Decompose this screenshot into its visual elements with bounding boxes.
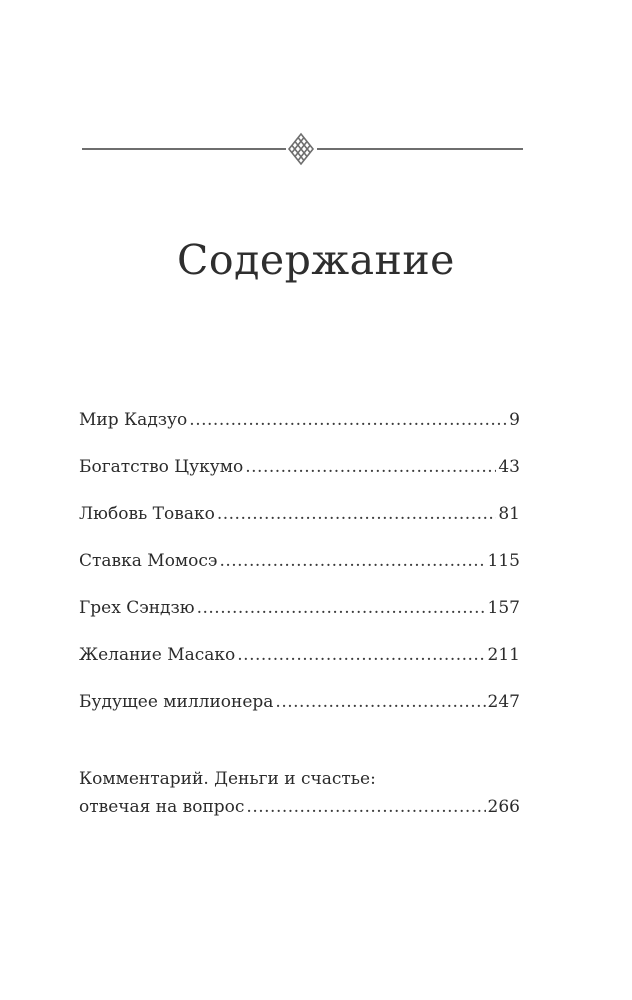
endless-knot-icon [287, 132, 315, 166]
toc-entry-page: 9 [509, 410, 520, 430]
toc-entry-title: Богатство Цукумо [79, 457, 244, 477]
ornament-rule-left [82, 148, 286, 150]
toc-entry-page: 43 [498, 457, 520, 477]
toc-entry-title: Ставка Момосэ [79, 551, 218, 571]
ornament-rule-right [317, 148, 523, 150]
toc-entry-page: 115 [487, 551, 520, 571]
toc-entry-commentary[interactable] [79, 794, 520, 820]
toc-entry[interactable] [79, 454, 520, 480]
toc-entry[interactable] [79, 689, 520, 715]
toc-leader-dots [237, 642, 485, 668]
toc-entry-title: Грех Сэндзю [79, 598, 195, 618]
toc-leader-dots [197, 595, 486, 621]
toc-entry-title: отвечая на вопрос [79, 797, 245, 817]
toc-entry-title: Желание Масако [79, 645, 236, 665]
toc-leader-dots [246, 794, 485, 820]
toc-entry-page: 211 [487, 645, 520, 665]
header-ornament [80, 131, 525, 167]
toc-entry[interactable] [79, 642, 520, 668]
toc-entry-page: 266 [487, 797, 520, 817]
toc-leader-dots [189, 407, 507, 433]
page-title: Содержание [177, 236, 455, 284]
toc-leader-dots [245, 454, 496, 480]
toc-entry[interactable] [79, 548, 520, 574]
toc-entry[interactable] [79, 595, 520, 621]
toc-entry-page: 247 [487, 692, 520, 712]
toc-entry[interactable] [79, 501, 520, 527]
toc-entry-title: Будущее миллионера [79, 692, 274, 712]
toc-leader-dots [219, 548, 485, 574]
toc-entry-title: Мир Кадзуо [79, 410, 188, 430]
toc-entry-page: 81 [498, 504, 520, 524]
toc-commentary-title-line1[interactable]: Комментарий. Деньги и счастье: [79, 769, 376, 789]
toc-leader-dots [275, 689, 485, 715]
toc-entry-title: Любовь Товако [79, 504, 215, 524]
toc-leader-dots [217, 501, 497, 527]
toc-entry-page: 157 [487, 598, 520, 618]
toc-entry[interactable] [79, 407, 520, 433]
